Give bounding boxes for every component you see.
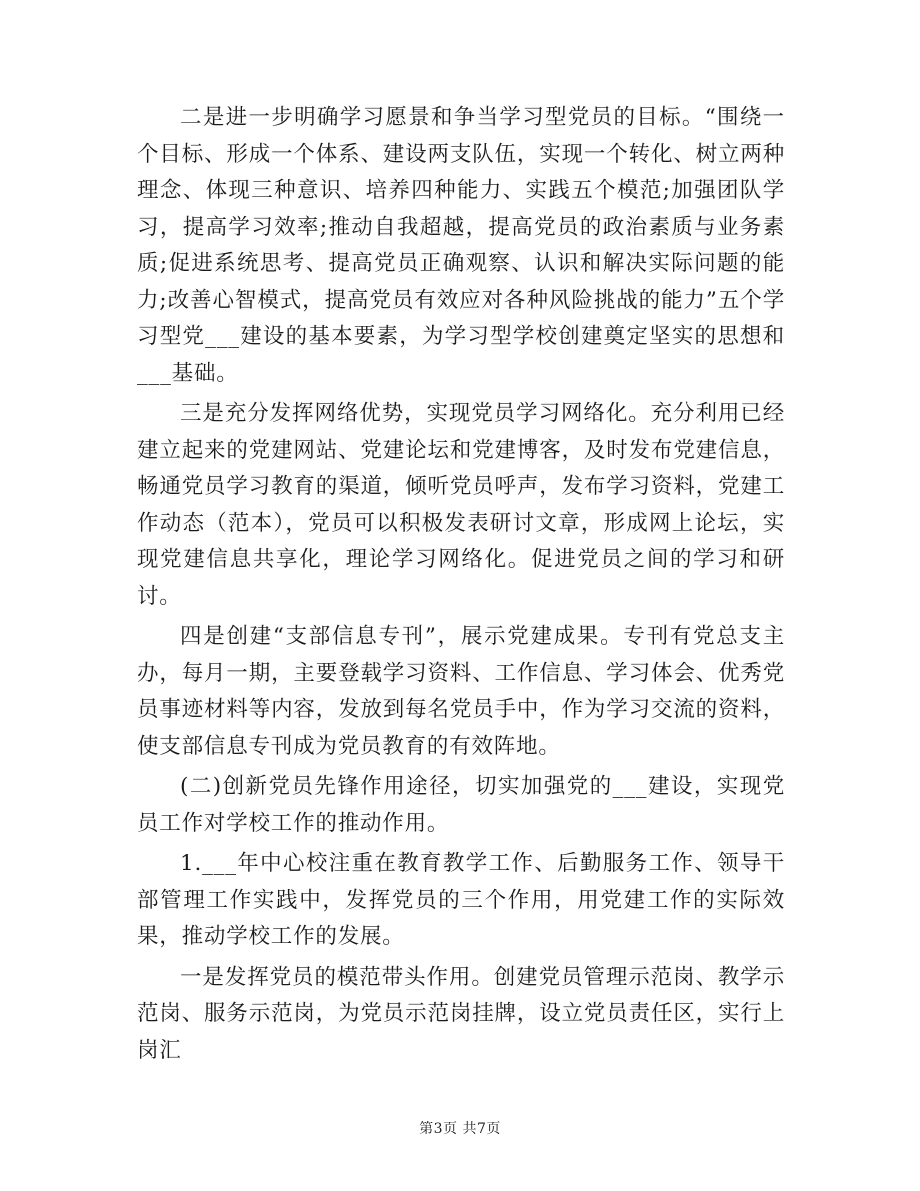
paragraph-6: 一是发挥党员的模范带头作用。创建党员管理示范岗、教学示范岗、服务示范岗，为党员示范岗挂牌，设立党员责任区，实行上岗汇 (137, 964, 785, 1063)
paragraph-4: (二)创新党员先锋作用途径，切实加强党的___建设，实现党员工作对学校工作的推动作用。 (137, 774, 785, 836)
document-body (137, 100, 785, 1073)
paragraph-1: 二是进一步明确学习愿景和争当学习型党员的目标。“围绕一个目标、形成一个体系、建设两支队伍，实现一个转化、树立两种理念、体现三种意识、培养四种能力、实践五个模范;加强团队学习，提高学习效率;推动自我超越，提高党员的政治素质与业务素质;促进系统思考、提高党员正确观察、认识和解决实际问题的能力;改善心智模式，提高党员有效应对各种风险挑战的能力”五个学习型党___建设的基本要素，为学习型学校创建奠定坚实的思想和___基础。 (137, 105, 785, 386)
paragraph-2: 三是充分发挥网络优势，实现党员学习网络化。充分利用已经建立起来的党建网站、党建论坛和党建博客，及时发布党建信息，畅通党员学习教育的渠道，倾听党员呼声，发布学习资料，党建工作动态（范本），党员可以积极发表研讨文章，形成网上论坛，实现党建信息共享化，理论学习网络化。促进党员之间的学习和研讨。 (137, 401, 785, 609)
paragraph-5: 1.___年中心校注重在教育教学工作、后勤服务工作、领导干部管理工作实践中，发挥党员的三个作用，用党建工作的实际效果，推动学校工作的发展。 (137, 851, 785, 949)
paragraph-3: 四是创建“支部信息专刊”，展示党建成果。专刊有党总支主办，每月一期，主要登载学习资料、工作信息、学习体会、优秀党员事迹材料等内容，发放到每名党员手中，作为学习交流的资料，使支部信息专刊成为党员教育的有效阵地。 (137, 624, 785, 759)
page-number-footer: 第3页 共7页 (419, 1121, 501, 1137)
